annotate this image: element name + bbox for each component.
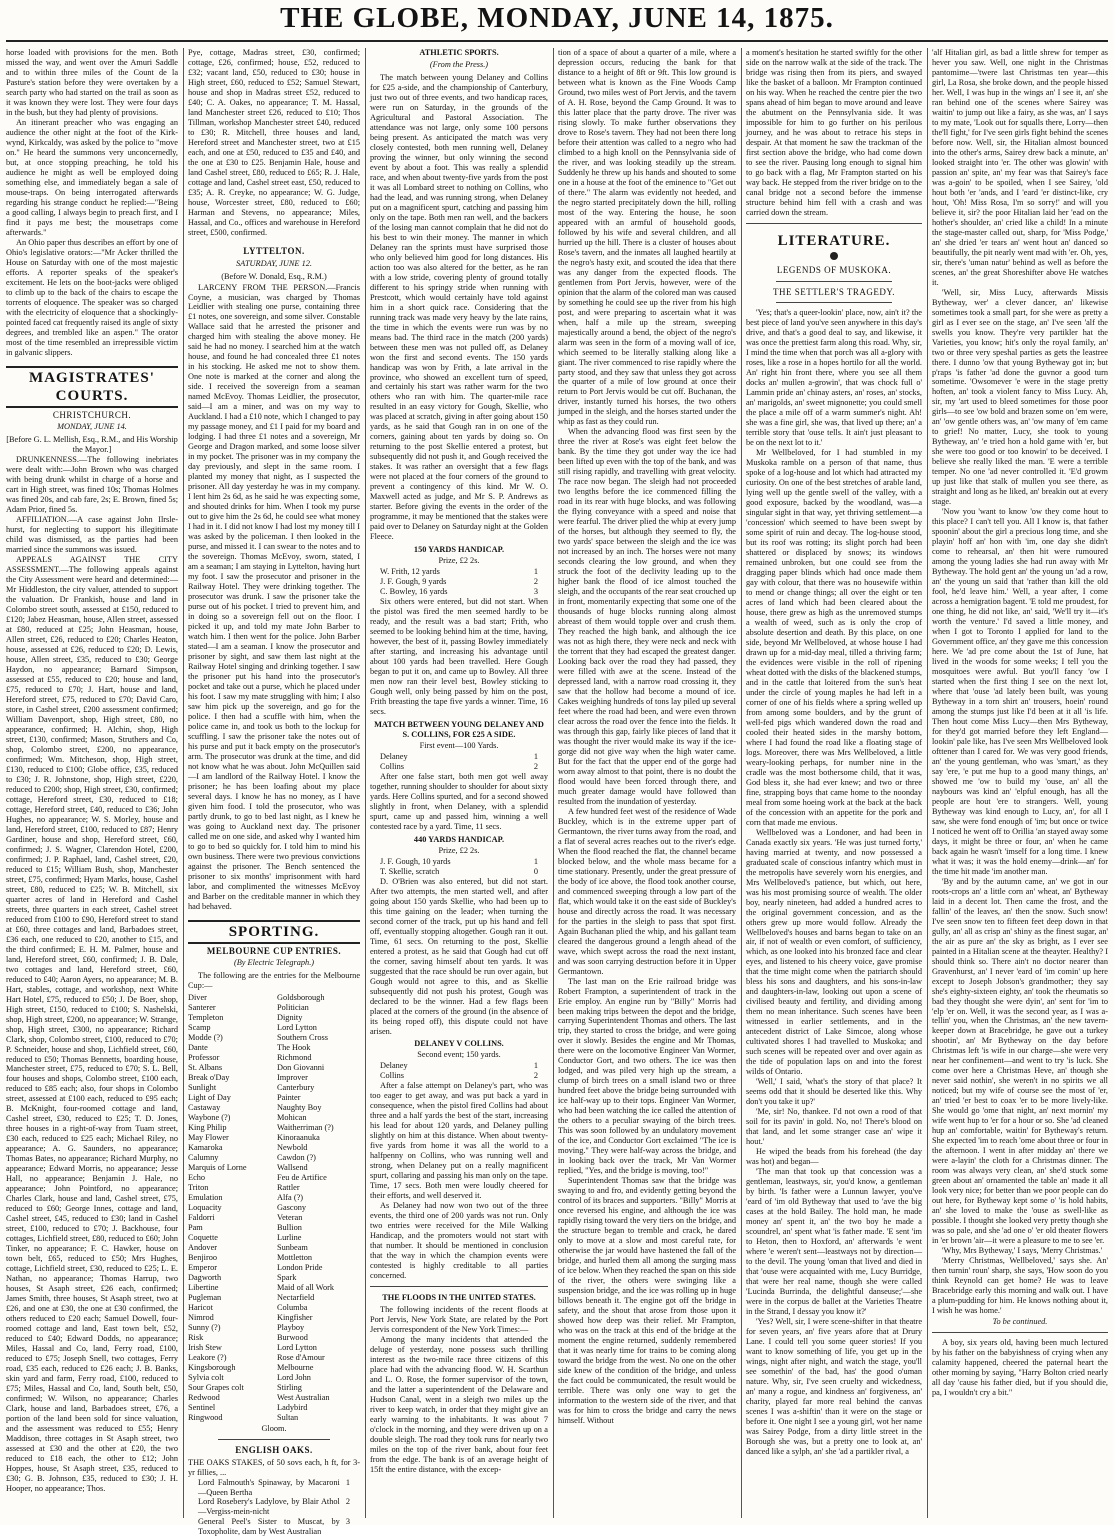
- horse-entry: West Australian: [277, 1392, 330, 1402]
- result-runner: Delaney: [380, 1061, 408, 1071]
- article-text: An itinerant preacher who was engaging an audience the other night at the foot of the Kirk-wynd, Kirkcaldy, was asked by the police to "move on." He heard the summons very unconcernedly, but, at once stopping preaching, he told his audience he might as well be employed doing something else, and immediately began a sale of mouse-traps. On being interrogated afterwards regarding his strange conduct he replied:—"Being a good calling, I always begin to preach first, and I find it pays me best; the mousetraps come afterwards.": [6, 117, 178, 237]
- article-text: After a false attempt on Delaney's part, who was too eager to get away, and was put back a yard in consequence, when the pistol fired Collins had about three and a half yards the best of the start, increasing his lead for about 120 yards, and Delaney pulling slightly on him at this distance. When about twenty-five yards from home it was all the world to a halfpenny on Collins, who was running well and strong, when Delaney put on a really magnificent spurt, collaring and passing his man only on the tape. Time, 17 secs. Both men were loudly cheered for their efforts, and well deserved it.: [370, 1081, 548, 1201]
- article-heading: ENGLISH OAKS.: [235, 1444, 313, 1455]
- horse-entry: Lord John: [277, 1372, 311, 1382]
- horse-entry: Marquis of Lorne: [188, 1163, 247, 1173]
- article-text: Six others were entered, but did not start. When the pistol was fired the men seemed hardly to be ready, and the result was a bad start; Frith, who seemed to be looking behind him at the time, having, however, the best of it, passing Bowley immediately after starting, and increasing his advantage until about 100 yards had been travelled. Here Gough began to put it on, and came up to Bowley. All three men now ran their level best, Bowley sticking to Gough well, only being passed by him on the post, Frith breasting the tape five yards a winner. Time, 16 secs.: [370, 597, 548, 716]
- horse-entry: Melbourne: [277, 1362, 314, 1372]
- horse-entry: Gascony: [277, 1203, 307, 1213]
- horse-entry: Veteran: [277, 1213, 303, 1223]
- horse-entry: Alfa (?): [277, 1193, 304, 1203]
- oaks-place: 2: [345, 1497, 350, 1507]
- continued-note: To be continued.: [992, 1317, 1048, 1327]
- horse-entry: Benjiroo: [188, 1252, 218, 1262]
- column-6: [932, 48, 1108, 1518]
- horse-entry: Cawdon (?): [277, 1153, 316, 1163]
- horse-entry: Modde (?): [188, 1033, 223, 1043]
- result-place: 2: [533, 577, 538, 587]
- horse-entry: Goldsborough: [277, 993, 325, 1003]
- result-row: [370, 1071, 548, 1081]
- result-place: 3: [533, 587, 538, 597]
- article-text: 'Yes? Well, sir, I were scene-shifter in that theatre for seven years, an' five years afore that at Drury Lane. I could tell you some queer stories! If you want to know something of life, you get up in the wings, night after night, and watch the stage, you'll see somethin' of the bad, has' the good o'uman nature. Why, sir, I've seen cruelty and wickedness, an' many a rogue, and kindness an' forgiveness, an' charity, played far more real behind the canvas scenes I was a-shiftin' than it were on the stage or before it. One night I see a young girl, wot her name was Sairey Podge, from a dirty little street in the Borough she was, but a pretty one to look at, an' danced like a sylph, an' she 'ad a partikler rival, a: [746, 1316, 922, 1456]
- horse-entry: Templeton: [188, 1013, 224, 1023]
- article-text: 'Why, Mrs Bytheway,' I says, 'Merry Christmas.': [942, 1246, 1103, 1256]
- entries-last: Gloom.: [261, 1423, 287, 1433]
- horse-entry: May Flower: [188, 1133, 229, 1143]
- result-row: [370, 867, 548, 877]
- column-rule: [183, 48, 184, 1518]
- article-heading: ATHLETIC SPORTS.: [419, 48, 499, 57]
- result-row: [370, 577, 548, 587]
- place-heading: CHRISTCHURCH.: [52, 409, 132, 420]
- horse-entry: Burwood: [277, 1332, 308, 1342]
- event-heading: DELANEY V COLLINS.: [414, 1039, 504, 1049]
- masthead-rule: [6, 40, 1108, 42]
- article-text: 'Yes; that's a queer-lookin' place, now, ain't it? the best piece of land you've seen anywhere in this day's drive, and that's a good deal to say, and likewise, it was once the prettiest farm along this road. Why, sir, I mind the time when that porch was all a-glory with roses, like a rose in a hopes hortilo for all the world. An' right hin front there, where you see all them docks an' mullen a-growin', that was chock full o' Lammin pride an' chinay asters, an' roses, an' stocks, an' marigolds, an' sweet mignonette; you could smell the place a mile off of a warm summer's night. Ah! she was a fine girl, she was, that lived up there; an' a terrible story that 'ouse tells. It ain't just pleasant to be on the next lot to it.': [746, 308, 922, 448]
- article-text: APPEALS AGAINST THE CITY ASSESSMENT.—The following appeals against the City Assessment were heard and determined:—Mr Hiddleston, the city valuer, attended to support the valuation. Dr Frankish, house and land in Colombo street south, assessed at £150, reduced to £120; Jabez Heasman, house, Allen street, assessed at £80, reduced at £25; John Heasman, house, Allen street, £26, reduced to £20; Charles Heaton, house, assessed at £26, reduced to £20; D. Lewis, house, Allen street, £35, reduced to £30; George Haydon, no appearance; Barnard Simpson, assessed at £55, reduced to £20; house and land, £75, reduced to £70; J. Hart, house and land, Hereford street, £75, reduced to £70; David Caro, store, in Cashel street, £200 assessment confirmed; William Davenport, shop, High street, £80, no appearance, confirmed; H. Alchin, shop, High street, £130, confirmed; Mason, Struthers and Co, shop, Colombo street, £200, no appearance, confirmed; Wm. Mitcheson, shop, High street, £130, reduced to £100; Globe office, £35, reduced to £30; J. R. Johnstone, shop, High street, £220, reduced to £200; shop, High street, £30, confirmed; cottage, Hereford street, £30, reduced to £18; cottage, Hereford street, £40, reduced to £36; John Hughes, no appearance; W. S. Morley, house and land, Hereford street, £100, reduced to £87; Henry Gardiner, house and shop, Hereford street, £60, confirmed; J. S. Wagner, Clarendon Hotel, £200, confirmed; J. P. Raphael, land, Cashel street, £20, reduced to £15; William Bush, shop, Manchester street, £75, confirmed; Hyam Marks, house, Cashel street, £80, reduced to £25; W. B. Mitchell, six quarter acres of land in Hereford and Cashel streets, three quarters in each street, Cashel street reduced from £100 to £90, Hereford street to stand at £60, three cottages and land, Barbadoes street, £36 each, one reduced to £20, another to £15, and the third confirmed; E. H. M. Palmer, house and land, Hereford street, £60, confirmed; J. B. Dale, two cottages and land, Hereford street, £60, reduced to £40; Aaron Ayers, no appearance; M. B. Hart, stables, cottage, and workshop, next White Hart Hotel, £75, reduced to £50; J. De Boer, shop, High street, £150, reduced to £100; S. Nashelski, shop, High street, £200, no appearance; W. Strange, shop, High street, £300, no appearance; Richard Clark, shop, Colombo street, £100, reduced to £70; P. Schneider, house and shop, Lichfield street, £60, reduced to £50; Thomas Bennetts, boarding house, Manchester street, £75, reduced to £70; S. L. Bell, four houses and shops, Colombo street, £100 each, reduced to £85 each; also, four shops in Colombo street, assessed at £100 each, reduced to £95 each; B. McKnight, four-roomed cottage and land, Cashel street, £30, reduced to £25; T. D. Jones, three houses in a right-of-way from Tuam street, £30 each, reduced to £25 each; Michael Riley, no appearance; A. G. Saunders, no appearance; Thomas Bates, no appearance; Richard Murphy, no appearance; Edward Morris, no appearance; Jesse Hall, no appearance; Benjamin J. Hale, no appearance; John Pointford, no appearance; Charles Clark, house and land, Cashel street, £75, reduced to £60; George Innes, cottage and land, Cashel street, £45, reduced to £30; land in Cashel street, £100, reduced to £70; J. Backhouse, four cottages, Lichfield street, £80, reduced to £60; John Tinker, no appearance; F. C. Hawker, house on town belt, £65, reduced to £50; Mrs Hughes, cottage, Lichfield street, £30, reduced to £25; L. E. Nathan, no appearance; Thomas Harrup, two houses, St Asaph street, £26 each, confirmed; James Smith, three houses, St Asaph street, two at £26, and one at £30, the one at £30 confirmed, the others reduced to £20 each; Samuel Dowell, four-roomed cottage and land, East town belt, £52, reduced to £40; Edward Dodds, no appearance; Miles, Hassal and Co, land, Ferry road, £100, reduced to £75; Joseph Snell, two cottages, Ferry road, £35 each, reduced to £26 each; J. B. Banks, skin yard and farm, Ferry road, £100, reduced to £75; Miles, Hassal and Co, land, South belt, £50, confirmed; W. Wilson, no appearance; Charles Clark, house and land, Barbadoes street, £76, a portion of the land been sold for since valuation, and the assessment was reduced to £55; Henry Maddison, three cottages in St Asaph street, two assessed at £30 and the other at £20, the two reduced to £18 each, the other to £12; John Hoppes, house, St Asaph street, £35, reduced to £30; G. B. Johnson, £35, reduced to £30; J. H. Hooper, no appearance; Thos.: [6, 555, 178, 1493]
- horse-entry: London Pride: [277, 1262, 323, 1272]
- article-text: a moment's hesitation he started swiftly for the other side on the narrow walk at the side of the track. The bridge was rising then from its piers, and swayed like the basket of a balloon. Mr Frampton continued on his way. When he reached the centre pier the two spans ahead of him began to move around and leave the abutment on the Pennsylvania side. It was impossible for him to go further on his perilous journey, and he was about to retrace his steps in despair. At that moment he saw the trackman of the first section above the bridge, who had come down to see the river. Pausing long enough to signal him to go back with a flag, Mr Frampton started on his way back. He stepped from the river bridge on to the canal bridge not a second before the immense structure behind him fell with a crash and was carried down the stream.: [746, 48, 922, 217]
- horse-entry: Risk: [188, 1332, 204, 1342]
- oaks-row: [188, 1497, 360, 1517]
- source-line: (By Electric Telegraph.): [233, 958, 315, 968]
- article-text: THE OAKS STAKES, of 50 sovs each, h ft, for 3-yr fillies, ...: [188, 1457, 360, 1477]
- column-rule: [741, 48, 742, 1518]
- horse-entry: Sultan: [277, 1412, 299, 1422]
- event-heading: MATCH BETWEEN YOUNG DELANEY AND S. COLLINS, FOR £25 A SIDE.: [374, 719, 544, 739]
- horse-entry: Dante: [188, 1043, 208, 1053]
- bench-line: (Before W. Donald, Esq., R.M.): [221, 271, 327, 281]
- horse-entry: Columba: [277, 1302, 308, 1312]
- horse-entry: Andover: [188, 1243, 218, 1252]
- result-row: [370, 762, 548, 772]
- horse-entry: Sentinel: [188, 1402, 216, 1412]
- column-3: [370, 48, 548, 1518]
- oaks-row: [188, 1517, 360, 1537]
- horse-entry: Echo: [188, 1173, 206, 1183]
- horse-entry: Sour Grapes colt: [188, 1382, 244, 1392]
- article-text: As Delaney had now won two out of the three events, the third one of 200 yards was not run. Only two entries were received for the Mile Walking Handicap, and the promoters would not start with that number. It should be mentioned in conclusion that the way in which the champion events were contested is highly creditable to all parties concerned.: [370, 1201, 548, 1281]
- result-runner: T. Skellie, scratch: [380, 866, 440, 876]
- horse-entry: Calumny: [188, 1153, 219, 1163]
- horse-entry: Emulation: [188, 1193, 223, 1203]
- entries-column-right: [277, 993, 360, 1422]
- article-text: When the advancing flood was first seen by the three the river at Rose's was eight feet below the bank. By the time they got under way the ice had been lifted up even with the top of the bank, and was still rising rapidly, and travelling with great velocity. The race now began. The sleigh had not proceeded two lengths before the ice commenced filling the road in its rear with huge blocks, and was following the flying conveyance with a speed and noise that were fearful. The driver plied the whip at every jump of the horses, but although they seemed to fly, the two yards' space between the sleigh and the ice was not increased by an inch. The horses were not many seconds clearing the low ground, and when they struck the foot of the declivity leading up to the higher bank the flood of ice almost touched the sleigh, and the occupants of the rear seat crouched up in front, momentarily expecting that some one of the thousands of huge blocks running along almost abreast of them would topple over and crush them. They reached the high bank, and although the ice was not as high there, they were neck and neck with the torrent that they had escaped the greatest danger. Looking back over the road they had passed, they were filled with awe at the scene. Instead of the depressed land, with a narrow road crossing it, they saw that the hollow had become a mound of ice. Cakes weighing hundreds of tons lay piled up several feet where the road had been, and were even thrown clear across the road over the fence into the fields. It was through this gap, fairly like pieces of land that it was thought the river would make its way if the ice-gorge did not give way when the high water came. But for the fact that the upper end of the gorge had worn away almost to that point, there is no doubt the flood would have been forced through there, and much greater damage would have followed than resulted from the inundation of yesterday.: [558, 427, 736, 806]
- newspaper-title: THE GLOBE, MONDAY, JUNE 14, 1875.: [280, 2, 834, 34]
- horse-entry: Lord Lytton: [277, 1023, 317, 1033]
- oaks-place: 3: [345, 1517, 350, 1527]
- article-heading: THE FLOODS IN THE UNITED STATES.: [382, 1293, 536, 1303]
- result-row: [370, 1061, 548, 1071]
- results-table: [370, 1061, 548, 1081]
- horse-entry: Mohican: [277, 1113, 307, 1123]
- event-heading: 440 YARDS HANDICAP.: [413, 834, 505, 844]
- article-text: Pye, cottage, Madras street, £30, confirmed; cottage, £26, confirmed; house, £52, reduced to £32; vacant land, £50, reduced to £30; house in High street, £60, reduced to £52; Samuel Stewart, house and shop in Madras street £52, reduced to £40; C. A. Oakes, no appearance; T. M. Hassal, land Manchester street £26, reduced to £10; Thos Tillman, workshop Manchester street £40, reduced to £30; R. Mitchell, three houses and land, Hereford street and Manchester street, two at £15 each, and one at £50, reduced to £35 and £40, and the one at £30 to £25. Benjamin Hale, house and land Cashel street, £80, reduced to £65; R. J. Hale, cottage and land, Cashel street east, £50, reduced to £35; A. R. Creyke, no appearance; W. G. Judge, house, Worcester street, £80, reduced to £60; Harman and Stevens, no appearance; Miles, Hassal, and Co., offices and warehouse in Hereford street, £500, confirmed.: [188, 48, 360, 237]
- article-text: 'By and by the autumn came, an' we got in our roots-crops an' a little corn an' wheat, an' Bytheway laid in a decent lot. Then came the frost, and the fallin' of the leaves, an' then the snow. Such snow! I've seen snow ten to fifteen feet deep down in that gully, an' all as crisp an' shiny as the finest sugar, an' the air as pure an' the sky as bright, as I ever see painted in a Hitalian scene at the theayter. Healthy? I should think so. There ain't no doctor nearer than Gravenhurst, an' I never 'eard of 'im comin' up here except to Joseph Jobson's grandmother; they say she's eighty-sixteen eighty, an' took the rheumatis so bad they thought she were dyin', an' sent for 'im to 'elp 'er on. Well, it was the second year, as I was a-tellin' you, when the Christmas, an' the new tavern-keeper down at Bracebridge, he gave out a turkey shootin', an' Mr Bytheway on the day before Christmas left 'is wife in our charge—she were very near her confinement—and went to try 'is luck. She come over here a Christmas Heve, an' though she never said nothin', she weren't in no spirits we all noticed; but my wife of course see the most of 'er, an' tried 'er best to coax 'er to be more lively-like. She would go 'ome that night, an' next mornin' my wife went hup to 'er for a hour or so. She 'ad cleaned hup an' comfortable, waitin' for Bytheway's return. She expected 'im to reach 'ome about three or four in the afternoon. I went in after midday an' there we were a-layin' the cloth for a Christmas dinner. The room was always very clean, an' she'd stuck some green about an' ornamented the table an' made it all look very nice; for better than we poor people can do out here, for Bytheway kept some o' 'is hold habits, an' she loved to make the 'ouse as swell-like as possible. I thought she looked very pretty though she was so pale, and she 'ad one o' 'er old theater flowers in 'er brown 'air—it were a pleasure to me to see 'er.: [932, 876, 1109, 1246]
- horse-entry: Southern Cross: [277, 1033, 328, 1043]
- series-heading: LEGENDS OF MUSKOKA.: [776, 264, 892, 275]
- event-subheading: Second event; 150 yards.: [417, 1050, 501, 1060]
- date-line: MONDAY, JUNE 14.: [57, 422, 127, 432]
- horse-entry: Ringwood: [188, 1412, 223, 1422]
- result-runner: C. Bowley, 16 yards: [380, 587, 448, 597]
- results-table: [370, 752, 548, 772]
- horse-entry: Improver: [277, 1073, 308, 1083]
- horse-entry: Rose d'Amour: [277, 1352, 325, 1362]
- article-text: A few hundred feet west of the residence of Wade Buckley, which is in the extreme upper part of Germantown, the river turns away from the road, and a flat of several acres reaches out to the river's edge. When the flood reached the flat, the channel became blocked below, and the whole mass became for a time stationary. Presently, under the great pressure of the body of ice above, the flood took another course, and commenced sweeping through a low part of the flat, which would take it on the east side of Buckley's house and directly across the road. It was necessary for the parties in the sleigh to pass that spot first. Again Buchanan plied the whip, and his gallant team cleared the dangerous ground a length ahead of the wave, which swept across the road the next instant, and was soon carrying destruction before it in Upper Germantown.: [558, 806, 736, 976]
- horse-entry: Rattler: [277, 1183, 300, 1193]
- article-text: Wellbeloved was a Londoner, and had been in Canada exactly six years. 'He was just turned forty,' having married at twenty, and now possessed a graduated scale of conscious infantry which must in the metropolis have severely worn his energies, and Mrs Wellbeloved's patience, but which, out here, was his most promising source of wealth. The older boy, nearly nineteen, had added a hundred acres to the original government concession, and as the others grew up more would follow. Already the Wellbeloved's houses and barns began to take on an air, if not of wealth or even comfort, of sufficiency, which, as one looked into his bronzed face and clear eyes, and listened to his cheery voice, gave promise that the time might come when the patriarch should bless his sons and daughters, and his sons-in-law and daughters-in-law, looking out upon a scene of civilised beauty and fertility, and dividing among them no mean inheritance. Such scenes have been witnessed in earlier settlements, and in the antecedent district of Lake Simcoe, along whose cultivated shores I had travelled to Muskoka; and such scenes will be repeated over and over again as the tide of population laps on and into the forest wilds of Ontario.: [746, 827, 922, 1077]
- horse-entry: Triton: [188, 1183, 209, 1193]
- masthead: [0, 0, 1114, 44]
- horse-entry: Nectarfield: [277, 1292, 315, 1302]
- horse-entry: Dagworth: [188, 1272, 222, 1282]
- article-text: tion of a space of about a quarter of a mile, where a depression occurs, reducing the bank for that distance to a height of 8ft or 9ft. This low ground is between what is known as the Fine Woods Camp Ground, two miles west of Port Jervis, and the tavern of A. H. Rose, beyond the Camp Ground. It was to this latter place that the party drove. The river was rising slowly. To make further observations they drove to Rose's tavern. They had not been there long before their attention was called to a negro who had climbed to a high knoll on the Pennsylvania side of the river, and was looking steadily up the stream. Suddenly he threw up his hands and shouted to some one in a house at the foot of the eminence to "Get out of there." The alarm was evidently not heeded, and the negro started precipitately down the hill, rolling most of the way. Entering the house, he soon appeared with an armful of household goods, followed by his wife and several children, and all hurried up the hill. There is a cluster of houses about Rose's tavern, and the inmates all laughed heartily at the negro's hasty exit, and scouted the idea that there was any danger from the expected floods. The gentlemen from Port Jervis, however, were of the opinion that the alarm of the colored man was caused by something he could see up the river from his high post, and were preparing to ascertain what it was when, half a mile up the stream, sweeping majestically around a bend, the object of the negro's alarm was seen in the form of a moving wall of ice, which seemed to be literally stalking along like a giant. The river commenced to rise rapidly where the party stood, and they saw that unless they got across the quarter of a mile of low ground at once their return to Port Jervis would be cut off. Buchanan, the driver, instantly turned his horses, the two others jumped in the sleigh, and the horses started under the whip as fast as they could run.: [558, 48, 736, 427]
- result-runner: J. F. Gough, 10 yards: [380, 856, 451, 866]
- horse-entry: Kingfisher: [277, 1312, 313, 1322]
- horse-entry: Scamp: [188, 1023, 211, 1033]
- event-heading: 150 YARDS HANDICAP.: [413, 545, 505, 555]
- horse-entry: Waitherriman (?): [277, 1123, 334, 1133]
- article-text: 'Me, sir! No, thankee. I'd not own a rood of that soil for its pavin' in gold. No, no! There's blood on that land, and let some stranger case an' wipe it hout.': [746, 1107, 922, 1147]
- oaks-results: [188, 1478, 360, 1537]
- date-line: SATURDAY, JUNE 12.: [236, 258, 312, 268]
- section-heading: LITERATURE.: [777, 232, 891, 249]
- column-1: [6, 48, 178, 1518]
- article-heading: MELBOURNE CUP ENTRIES.: [206, 945, 342, 956]
- oaks-place: 1: [345, 1477, 350, 1487]
- result-place: 0: [533, 866, 538, 876]
- bench-line: [Before G. L. Mellish, Esq., R.M., and His Worship the Mayor.]: [6, 435, 178, 455]
- horse-entry: Lurline: [277, 1233, 302, 1243]
- divider: [746, 223, 922, 224]
- horse-entry: St. Albans: [188, 1063, 223, 1073]
- horse-entry: Dignity: [277, 1013, 303, 1023]
- article-text: Mr Wellbeloved, for I had stumbled in my Muskoka ramble on a person of that name, thus spoke of a log-house and lot which had attracted my curiosity. On one of the best stretches of arable land, lying well up the gentle swell of the valley, with a good exposure, backed by the woodland, was—a singular sight in that way, yet thriving settlement—a 'concession' which seemed to have been swept by some spirit of ruin and decay. The log-house stood, but its roof was rotting; its slight porch had been shattered or displaced by snows; its windows remained unbroken, but one could see from the dragging paper blinds which had once made them gay with colour, that there was no housewife within to mend or change things; all over the eight or ten acres of land which had been cleared about the house, there grew as high as the unremoved stumps a wealth of weed, such as is only the crop of absolute desertion and death. By this place, on one side, beyond Mr Wellbeloved, at whose house I had drawn up for a mid-day meal, tilled a thriving farm; the evidences were visible in the roll of ripening wheat dotted with the disks of the blackened stumps, and in the cattle that loitered from the sun's heat under the circle of young maples he had left in a corner of one of his fields where a spring welled up from among some boulders, and by the grunt of well-fed pigs which wandered down the road and cooled their heated sides in the marshy bottom, where I had found the road like a floating stage of logs. Moreover, there was Mrs Wellbeloved, a little weary-looking perhaps, for number nine in the cradle was the most bothersome child, that it was, God bless it, she had ever knew; and two or three fine, strapping boys that came home to the noonday meal from some hoeing work at the back at the back of the concession with an appetite for the pork and corn that made me envious.: [746, 448, 922, 827]
- horse-entry: Pam: [188, 1223, 203, 1233]
- place-heading: LYTTELTON.: [243, 245, 305, 256]
- result-place: 1: [533, 1061, 538, 1071]
- section-heading: MAGISTRATES' COURTS.: [6, 366, 178, 408]
- horse-entry: Emperor: [188, 1262, 218, 1272]
- horse-entry: Professor: [188, 1053, 220, 1063]
- horse-entry: Break o'Day: [188, 1073, 230, 1083]
- horse-entry: Irish Stew: [188, 1342, 222, 1352]
- horse-entry: Sunny (?): [188, 1322, 221, 1332]
- article-text: 'Well, sir, Miss Lucy, afterwards Missis Bytheway, wer' a clever dancer, an' likewise sometimes took a small part, for she were as pretty a girl as I ever see on the stage, an' I've seen 'alf the swells you know. They're very partikler hat the Varieties, you know; hit's only the royal family, an' two or three very speshal parties as gets the leastree there. I dunno 'ow that young Bytheway got in; but p'raps 'is father 'ad done the guvnor a good turn sometime. 'Owsomever 'e were in the stage pretty hoften, an' took a violent fancy to Miss Lucy. Ah, sir, my 'art used to bleed sometimes for those poor girls—to see 'ow bold and brazen some on 'em were, an' 'ow gentle others was, an' 'ow many of 'em came to grief! No matter, Lucy, she took to young Bytheway, an' 'e tried hon a hold game with 'er, but she were too good or too knowin' to be deceived. I believe she really liked the man. 'E were a terrible temper. No one 'ad never controlled it. 'E'd growm up just like that stalk of mullen you see there, as straight and long as he liked, an' breakin out at every stage.: [932, 287, 1108, 507]
- oaks-horse: Lord Falmouth's Spinaway, by Macaroni —Queen Bertha: [198, 1477, 340, 1497]
- result-place: 1: [533, 856, 538, 866]
- horse-entry: Sunlight: [188, 1083, 217, 1093]
- article-text: Among the many incidents that attended the deluge of yesterday, none possess such thrilling interest as the two-mile race three citizens of this place had with the advancing flood. W. H. Scarthun and L. O. Rose, the former supervisor of the town, and the latter a superintendent of the Delaware and Hudson Canal, went in a sleigh two miles up the river to keep watch, in order that they might give an early warning to the inhabitants. It was about 7 o'clock in the morning, and they were driven up on a double sleigh. The road they took runs for nearly two miles on the top of the river bank, about four feet from the edge. The bank is of an average height of 15ft the entire distance, with the excep-: [370, 1335, 548, 1474]
- horse-entry: Waybone (?): [188, 1113, 231, 1123]
- horse-entry: Bullion: [277, 1223, 302, 1233]
- article-text: The following are the entries for the Melbourne Cup:—: [188, 971, 360, 991]
- article-text: The following incidents of the recent floods at Port Jervis, New York State, are related by the Port Jervis correspondent of the New York Times:—: [370, 1305, 548, 1335]
- story-title: THE SETTLER'S TRAGEDY.: [772, 286, 896, 297]
- article-text: 'Well,' I said, 'what's the story of that place? It seems odd that it should be deserted like this. Why don't you take it up?': [746, 1077, 922, 1107]
- horse-entry: Mottletton: [277, 1252, 313, 1262]
- horse-entry: Playboy: [277, 1322, 305, 1332]
- horse-entry: The Hook: [277, 1043, 311, 1053]
- result-place: 1: [533, 567, 538, 577]
- ornament-dot: [830, 252, 838, 260]
- source-line: (From the Press.): [429, 59, 489, 69]
- horse-entry: Spark: [277, 1272, 297, 1282]
- oaks-horse: General Peel's Sister to Muscat, by Toxopholite, dam by West Australian: [198, 1517, 340, 1537]
- result-row: [370, 752, 548, 762]
- horse-entry: Don Giovanni: [277, 1063, 325, 1073]
- horse-entry: Painter: [277, 1093, 301, 1103]
- divider: [932, 1332, 1108, 1333]
- prize-line: Prize, £2 2s.: [438, 556, 480, 566]
- column-rule: [553, 48, 554, 1518]
- horse-entry: Politician: [277, 1003, 309, 1013]
- horse-entry: Stirling: [277, 1382, 302, 1392]
- horse-entry: Kingsborough: [188, 1362, 236, 1372]
- divider: [370, 1286, 548, 1287]
- section-heading: SPORTING.: [188, 920, 360, 944]
- entries-list: [188, 993, 360, 1422]
- result-place: 1: [533, 751, 538, 761]
- horse-entry: Pugleman: [188, 1292, 222, 1302]
- result-row: [370, 567, 548, 577]
- article-text: He wiped the beads from his forehead (the day was hot) and began—: [746, 1147, 922, 1167]
- article-text: DRUNKENNESS.—The following inebriates were dealt with:—John Brown who was charged with being drunk whilst in charge of a horse and cart in High street, was fined 10s; Thomas Holmes was fined 20s, and cab fare, 2s; E. Brown, fined 5s; Adam Prior, fined 5s.: [6, 455, 178, 515]
- horse-entry: Richmond: [277, 1053, 312, 1063]
- horse-entry: Loquacity: [188, 1203, 222, 1213]
- article-text: 'Merry Christmas, Wellbeloved,' says she. An' then turnin' roun' sharp, she says, 'How soon do you think Reynold can get home? He was to leave Bracebridge early this morning and walk out. I have a plum-pudding for him. He knows nothing about it, I wish he was home.': [932, 1256, 1108, 1316]
- article-text: After one false start, both men got well away together, running shoulder to shoulder for about sixty yards. Here Collins spurted, and for a second showed slightly in front, when Delaney, with a splendid spurt, came up and passed him, winning a well contested race by a yard. Time, 11 secs.: [370, 771, 548, 831]
- prize-line: Prize, £2 2s.: [438, 845, 480, 855]
- article-text: An Ohio paper thus describes an effort by one of Ohio's legislative orators:—"Mr Acker thrilled the House on Saturday with one of the most majestic efforts. A reporter speaks of the speaker's excitement. He lets on the boot-jacks were obliged to climb up to the back of the chairs to escape the torrents of eloquence. The speaker was so charged with the electricity of eloquence that a shockingly-pointed faced cat frequently raised its angle of sixty degrees, and trembled like an aspen." The orator most of the time resembled an irrepressible victim in galvanic slippers.: [6, 237, 178, 357]
- article-text: The last man on the Erie railroad bridge was Robert Frampton, a superintendent of track in the Erie employ. An engine run by "Billy" Morris had been making trips between the depot and the bridge, carrying Superintendent Thomas and others. The last trip, they started to cross the bridge, and were going over it slowly. Besides the engine and Mr Thomas, there were on the locomotive Engineer Van Wormer, Conductor Gort, and two others. The ice was then lodged, and was piled very high up the stream, a clump of birch trees on a small island two or three hundred feet above the bridge being surrounded with ice half-way up to their tops. Engineer Van Wormer, who had been watching the ice called the attention of the others to a peculiar swaying of the birch trees. This was soon followed by an undulatory movement of the ice, and Conductor Gort exclaimed "The ice is moving." They were half-way across the bridge, and in looking back over the track, Mr Van Wormer replied, "Yes, and the bridge is moving, too!": [558, 976, 736, 1176]
- result-runner: Delaney: [380, 751, 408, 761]
- result-row: [370, 857, 548, 867]
- divider: [776, 302, 892, 303]
- column-rule: [927, 48, 928, 1518]
- horse-entry: Leakore (?): [188, 1352, 227, 1362]
- oaks-row: [188, 1478, 360, 1498]
- divider: [218, 1439, 330, 1440]
- horse-entry: Sylvia colt: [188, 1372, 224, 1382]
- article-text: Superintendent Thomas saw that the bridge was swaying to and fro, and evidently getting beyond the control of its braces and supporters. "Billy" Morris at once reversed his engine, and although the ice was rapidly rising toward the very tiers on the bridge, and the structure began to tremble and crack, he dared only to move at a slow and most careful rate, for otherwise the jar would have hastened the fall of the bridge, and hurled them all among the surging mass of ice below. When they reached the span on this side of the river, the others were swinging like a suspension bridge, and the ice was rolling up in huge billows beneath it. The engine got off the bridge in safety, and the shout that arose from those upon it showed how deep was their relief. Mr Frampton, who was on the track at this end of the bridge at the moment the engine returned, suddenly remembered that it was nearly time for trains to be coming along toward the bridge from the west. No one on the other side knew of the condition of the bridge, and unless the fact could be communicated, the result would be terrible. There was only one way to get the information to the western side of the river, and that was for him to cross the bridge and carry the news himself. Without: [558, 1176, 736, 1425]
- horse-entry: Lord Lytton: [277, 1342, 317, 1352]
- horse-entry: Libertine: [188, 1282, 219, 1292]
- horse-entry: Santerer: [188, 1003, 216, 1013]
- result-runner: Collins: [380, 761, 404, 771]
- divider: [776, 281, 892, 282]
- article-text: LARCENY FROM THE PERSON.—Francis Coyne, a musician, was charged by Thomas Leidlier with stealing one purse, containing three £1 notes, one sovereign, and some silver. Constable Wallace said that he arrested the prisoner and charged him with stealing the above money. He said he had no money. I searched him at the watch house, and found he had concealed three £1 notes in his stocking. He asked me not to show them. One note is marked at the corner and along the side. I received the sovereign from a seaman named McEvoy. Thomas Leidlier, the prosecutor, said—I am a miner, and was on my way to Auckland. I had a £10 note, which I changed to pay my passage money, and £1 I paid for my board and lodging. I had three £1 notes and a sovereign, Mr George and Dragon marked, and some loose silver in my pocket. The prisoner was in my company the day previously, and slept in the same room. I planted my money that night, as I suspected the prisoner. All day yesterday he was in my company. I lent him 2s 6d, as he said he was expecting some, and shouted drinks for him. When I took my purse out to give him the 2s 6d, he could see what money I had in it. I did not know I had lost my money till I was asked by the policeman. I then looked in the purse, and missed it. I can swear to the notes and to the sovereign. Thomas McEvoy, sworn, stated, I am a seaman; I am staying in Lyttelton, having hurt my foot. I saw the prosecutor and prisoner in the Railway Hotel. They were drinking together. The prosecutor was drunk. I saw the prisoner take the purse out of his pocket. I tried to prevent him, and in doing so a sovereign fell out on the floor. I picked it up, and told my mate John Barber to watch him. I then went for the police. John Barber stated—I am a seaman. I know the prosecutor and prisoner by sight, and saw them last night at the Railway Hotel singing and drinking together. I saw the prisoner put his hand into the prosecutor's pocket and take out a purse, which he placed under his foot. I saw my mate struggling with him; I also saw him pick up the sovereign, and go for the police. I then had a scuffle with him, when the police came in, and took us both to the lockup for scuffling. I saw the prisoner take the notes out of his purse and put it back empty on the prosecutor's arm. The prosecutor was drunk at the time, and did not know what he was about. John McQuillen said—I am landlord of the Railway Hotel. I know the prisoner; he has been loafing about my place several days. I know he has no money, as I have given him food. I told the prosecutor, who was partly drunk, to go to bed last night, as I knew he was going to Auckland next day. The prisoner called me on one side, and asked why I wanted him to go to bed so quickly for. I told him to mind his own business. There were two previous convictions against the prisoner. The Bench sentenced the prisoner to six months' imprisonment with hard labor, and complimented the witnesses McEvoy and Barber on the creditable manner in which they had behaved.: [188, 282, 360, 911]
- result-row: [370, 587, 548, 597]
- horse-entry: Castaway: [188, 1103, 221, 1113]
- results-table: [370, 567, 548, 597]
- event-subheading: First event—100 Yards.: [419, 740, 499, 750]
- results-table: [370, 857, 548, 877]
- article-text: D. O'Brien was also entered, but did not start. After two attempts, the men started well, and after going about 150 yards Skellie, who had been up to this time gaining on the leader; when turning the second corner of the track, put up his hand and fell off, eventually stopping altogether. Gough ran it out. Time, 61 secs. On returning to the post, Skellie entered a protest, as he said that Gough had cut off the corner, saving himself about ten yards. It was suggested that the race should be run over again, but Gough would not agree to this, and as Skellie subsequently did not push his protest, Gough was declared to be the winner. Had a few flags been placed at the corners of the ground (in the absence of its being roped off), this dispute could not have arisen.: [370, 876, 548, 1036]
- horse-entry: Haricot: [188, 1302, 213, 1312]
- horse-entry: Maid of all Work: [277, 1282, 335, 1292]
- horse-entry: Kinoraanuka: [277, 1133, 320, 1143]
- oaks-horse: Lord Rosebery's Ladylove, by Blair Athol—Vergiss-mein-nicht: [198, 1497, 340, 1517]
- column-rule: [365, 48, 366, 1518]
- horse-entry: King Philip: [188, 1123, 227, 1133]
- result-place: 2: [533, 1071, 538, 1081]
- horse-entry: Newbold: [277, 1143, 308, 1153]
- horse-entry: Coquette: [188, 1233, 218, 1243]
- horse-entry: Feu de Artifice: [277, 1173, 327, 1183]
- entries-column-left: [188, 993, 271, 1422]
- horse-entry: Faldorri: [188, 1213, 215, 1223]
- horse-entry: Naughty Boy: [277, 1103, 322, 1113]
- horse-entry: Nimrod: [188, 1312, 214, 1322]
- article-text: AFFILIATION.—A case against John Ilrsle-hurst, for neglecting to support his illegitimate child was dismissed, as the parties had been married since the summons was issued.: [6, 515, 178, 555]
- horse-entry: Ladybird: [277, 1402, 308, 1412]
- article-text: 'alf Hitalian girl, as bad a little shrew for temper as hever you saw. Well, one night in the Christmas pantomime—'twere last Christmas ten year—this girl, La Rosa, she broke down, and the people hissed her. Well, I was hup in the wings an' I see it, an' she ran behind one of the scenes where Sairey was waitin' to jump out like a fairy, as she was, an' I says to my mate, 'Look out for squalls there, Lorry—then the'll fight,' for I've seen girls fight behind the scenes before now. Well, sir, the Hitalian almost bounced into the other's arms, Sairey drew back a minute, an' looked straight into 'er. The other was glowin' with passion an' spite, an' my fear was that Sairey's face was a-goin' to be spoiled, when I see Sairey, 'old hout both 'er 'ands, and I 'eard 'er distinct-like, cry hout, 'Oh! Miss Rosa, I'm so sorry!' and will you believe it, sir? the poor Hitalian laid her 'ead on the hother's shoulder, an' cried like a child! In a minute the stage-master called out, sharp, for 'Miss Podge,' an' she dried 'er tears an' went hout an' danced so beautifully, the pit nearly went mad with 'er. Oh, yes, sir, there's 'uman natur' behind as well as before the scenes, an' the great Shoreshifter above He watches it.: [932, 48, 1108, 287]
- column-4: [558, 48, 736, 1518]
- article-text: 'The man that took up that concession was a gentleman, leastways, sir, you'd know, a gentleman by birth. 'Is father were a Lunnun lawyer, you've 'eard of 'im old Bytheway that used to 'ave the big cases at the hold Bailey. The hold man, he made money an' spent it, an' the two boy he made a scoundrel, an' spent what 'is father made. 'E sent 'im to Heton, then to Hoxford, an' afterwards 'e went where 'e weren't sent—leastways not by direction—to the devil. The young 'oman that lived and died in that 'ouse were acquainted with me, Lucy Burridge, that were her real name, though she were called 'Lucinda Burrinda, the delightful danseuse;'—she were in the corpus de ballet at the Varieties Theatre in the Strand, I dessay you know it?': [746, 1167, 922, 1316]
- article-text: The match between young Delaney and Collins for £25 a-side, and the championship of Canterbury, just two out of three events, and two handicap races, were run on Saturday, in the grounds of the Agricultural and Pastoral Association. The attendance was not large, only some 100 persons being present. As anticipated the match was very closely contested, both men running well, Delaney proving the winner, but only winning the second event by about a foot. This was really a splendid race, and when about twenty-five yards from the post it was all Lombard street to nothing on Collins, who had the lead, and was running strong, when Delaney put on a magnificent spurt, catching and passing him only on the tape. Both men ran well, and the backers of the losing man cannot complain that he did not do his best to win their money. The manner in which Delaney ran the sprints must have surprised those who only believed him good for long distances. His action too was also altered for the better, as he ran with a low stride, covering plenty of ground totally different to his springy stride when running with Prestcott, which would certainly have told against him in a short quick race. Considering that the running track was made very heavy by the late rains, the time in which the events were run was by no means bad. The third race in the match (200 yards) between these men was not pulled off, as Delaney won the first and second events. The 150 yards handicap was won by Frith, a late arrival in the province, who showed an excellent turn of speed, and certainly his start was rather warm for the two others who ran with him. The quarter-mile race resulted in an easy victory for Gough, Skellie, who was placed at scratch, giving in after going about 150 yards, as he said that Gough ran in on one of the corners, gaining about ten yards by doing so. On returning to the post Skellie entered a protest, but subsequently did not push it, and Gough received the stakes. It was rather an oversight that a few flags were not placed at the four corners of the ground to prevent a contingency of this kind. Mr W. O. Maxwell acted as judge, and Mr S. P. Andrews as starter. Before giving the events in the order of the programme, it may be mentioned that the stakes were paid over to Delaney on Saturday night at the Golden Fleece.: [370, 72, 548, 542]
- horse-entry: Kamaroka: [188, 1143, 223, 1153]
- horse-entry: Sunbeam: [277, 1243, 308, 1252]
- result-runner: Collins: [380, 1071, 404, 1081]
- column-2: [188, 48, 360, 1537]
- horse-entry: Light of Day: [188, 1093, 231, 1103]
- column-5: [746, 48, 922, 1518]
- horse-entry: Canterbury: [277, 1083, 315, 1093]
- result-place: 2: [533, 761, 538, 771]
- result-runner: J. F. Gough, 9 yards: [380, 577, 447, 587]
- article-text: 'Now you 'want to know 'ow they come hout to this place? I can't tell you. All I know is, that father spoonin' about the girl a precious long time, and she playin' hoff an' hon with 'im, one day she didn't come to rehearsal, an' then hit were rumoured among the young ladies she had run away with Mr Bytheway. The hold gent an' the young un 'ad a row, an' the young un said that 'rather than kill the old fool, he'd leave him.' Well, a year after, I come across a hemigration bagent. 'E told me proudest, for one thing, he did not like, an' said, 'We'll try it—it's worth the venture.' I'd saved a little money, and when I got to Toronto I applied for land to the Government office, an' they gave me this concession here. We 'ad pre come about the 1st of June, hat lived in the woods for some weeks; I tell you the mosquitoes were awful. But you'll fancy 'ow I started when the first thing I see on the next lot, where that 'ouse 'ad lately been built, was young Bytheway in a torn shirt an' trousers, hoein' round among the stumps just like I'd been at it all 'is life. Then hout come Miss Lucy—then Mrs Bytheway, for they'd got married before they left England—lookin' pale like, has I've seen Mrs Wellbeloved look ofttener than I cared for. We was very good friends, an' the young gentleman, who was 'smart,' as they say 'ere, 'e put me hup to a good many things, an' showed me 'ow to build my 'ouse, an' all the naybours was kind an' 'elpful enough, has all the people are hout 'ere to strangers. Well, young Bytheway was kind enough to Lucy, an', for all I saw, she were fond enough of 'im; but once or twice I noticed he went off to Orillia 'an stayed away some days, it might be three or four, an' when he came back again he wasn't 'imself for a long time. I knew what it was; it was the hold enemy—drink—an' for the time hit made 'im another man.: [932, 507, 1108, 876]
- ornament: [746, 252, 922, 263]
- horse-entry: Wallsend: [277, 1163, 308, 1173]
- article-text: horse loaded with provisions for the men. Both missed the way, and went over the Amuri Saddle and to within three miles of the Count de la Pasture's station before they were overtaken by a search party who had started on the trail as soon as it was known they were lost. They were four days in the bush, but they had plenty of provisions.: [6, 48, 178, 117]
- article-text: A boy, six years old, having been much lectured by his father on the babyishness of crying when any calamity happened, cheered the paternal heart the other morning by saying, "Harry Bolton cried nearly all day 'cause his father died, but if you should die, pa, I wouldn't cry a bit.": [932, 1338, 1108, 1397]
- horse-entry: Redwood: [188, 1392, 220, 1402]
- result-runner: W. Frith, 12 yards: [380, 567, 440, 577]
- horse-entry: Diver: [188, 993, 207, 1003]
